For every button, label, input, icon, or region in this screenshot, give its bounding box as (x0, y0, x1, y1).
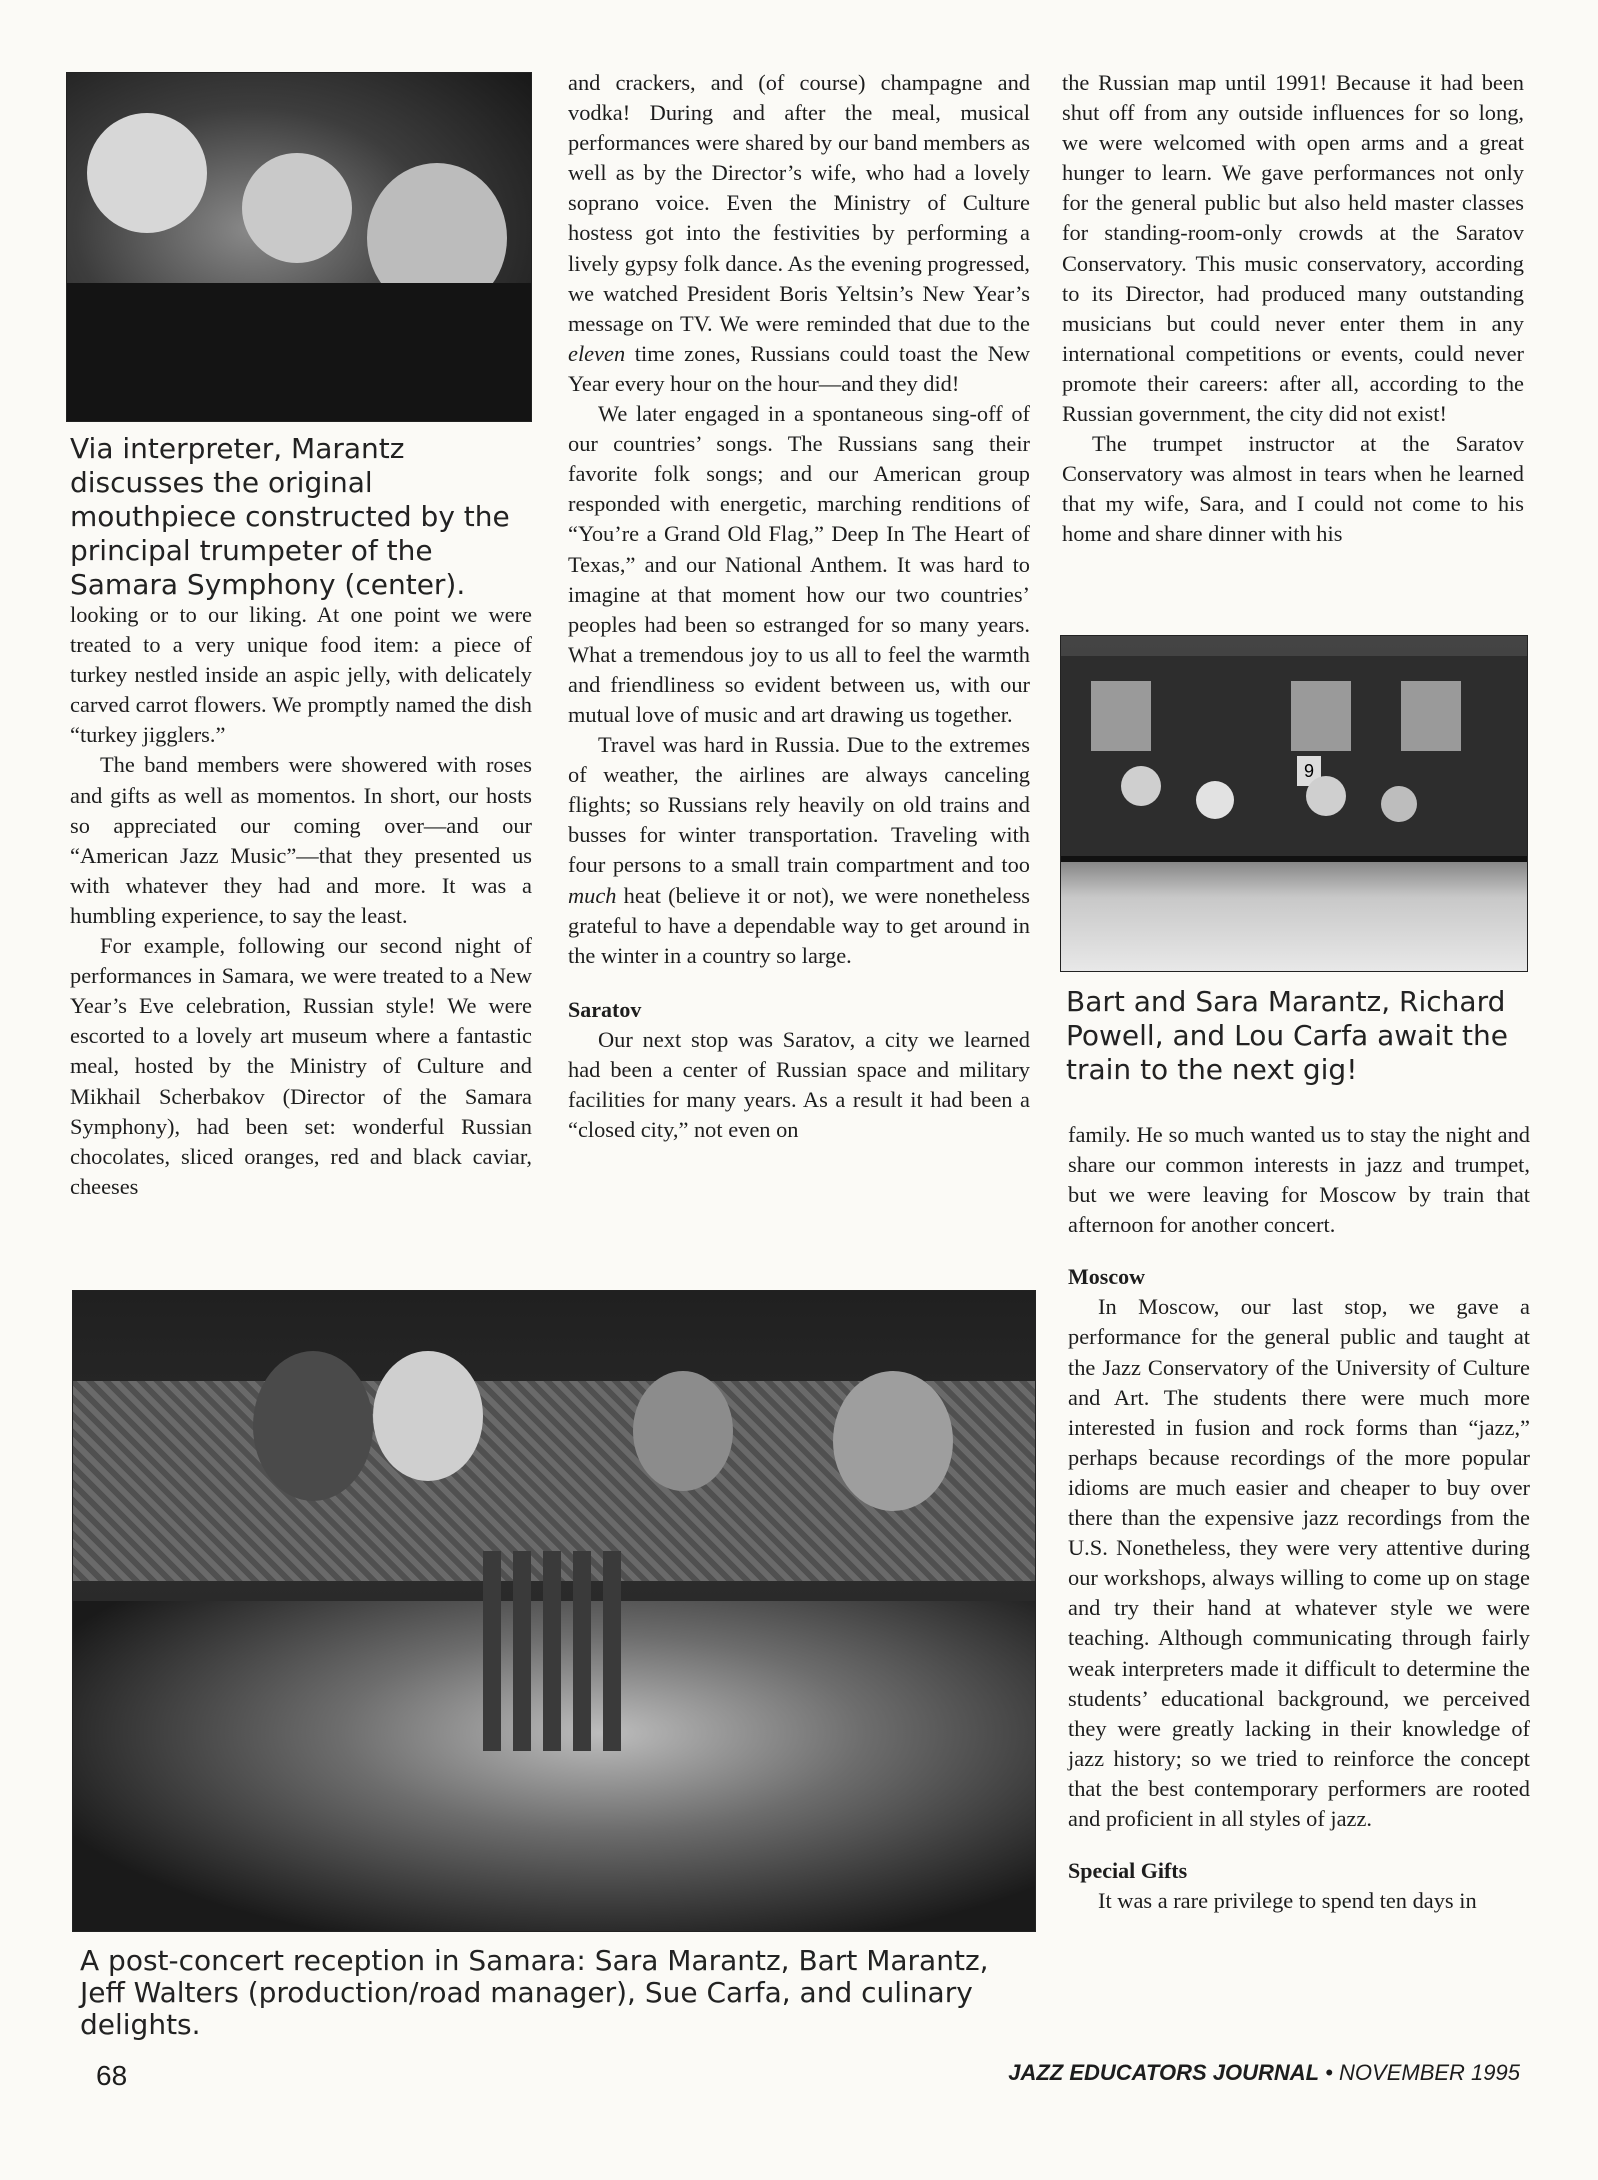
section-heading-saratov: Saratov (568, 996, 642, 1022)
train-window (1091, 681, 1151, 751)
text-run: heat (believe it or not), we were nonetheless grateful to have a dependable way to get around in the winter in a country so large. (568, 882, 1030, 968)
paragraph: We later engaged in a spontaneous sing-off of our countries’ songs. The Russians sang their favorite folk songs; and our American group responded with energetic, marching renditions of “You’re a Grand Old Flag,” Deep In The Heart of Texas,” and our National Anthem. It was hard to imagine at that moment how our two countries’ peoples had been so estranged for so many years. What a tremendous joy to us all to feel the warmth and friendliness so evident between us, with our mutual love of music and art drawing us together. (568, 401, 1030, 727)
person-richard (1306, 776, 1346, 816)
paragraph: The trumpet instructor at the Saratov Conservatory was almost in tears when he learned that my wife, Sara, and I could not come to his home and share dinner with his (1062, 431, 1524, 547)
journal-title: JAZZ EDUCATORS JOURNAL (1008, 2060, 1320, 2085)
bottles (483, 1551, 633, 1751)
train-window (1291, 681, 1351, 751)
person-sue-carfa (833, 1371, 953, 1511)
article-column-3-bottom (1068, 1120, 1530, 1916)
person-bart-marantz (373, 1351, 483, 1481)
journal-footer (1008, 2060, 1520, 2086)
caption-photo-1: Via interpreter, Marantz discusses the original mouthpiece constructed by the principal trumpeter of the Samara Symphony (center). (70, 432, 510, 601)
article-column-1 (70, 600, 532, 1202)
text-run: time zones, Russians could toast the New Year every hour on the hour—and they did! (568, 340, 1030, 396)
paragraph (568, 730, 1030, 971)
paragraph: the Russian map until 1991! Because it had been shut off from any outside influences for so long, we were welcomed with open arms and a great hunger to learn. We gave performances not only for the general public but also held master classes for standing-room-only crowds at the Saratov Conservatory. This music conservatory, according to its Director, had produced many outstanding musicians but could never enter them in any international competitions or events, could never promote their careers: after all, according to the Russian government, the city did not exist! (1062, 70, 1524, 427)
person-lou (1381, 786, 1417, 822)
train-window (1401, 681, 1461, 751)
suit-shape (67, 283, 531, 422)
paragraph: Our next stop was Saratov, a city we learned had been a center of Russian space and military facilities for many years. As a result it had been a “closed city,” not even on (568, 1026, 1030, 1143)
page-number: 68 (96, 2060, 128, 2091)
emphasis: eleven (568, 340, 626, 366)
person-jeff-walters (633, 1371, 733, 1491)
section-heading-moscow: Moscow (1068, 1264, 1145, 1290)
paragraph (568, 68, 1030, 399)
photo-mouthpiece-discussion (66, 72, 532, 422)
photo-reception (72, 1290, 1036, 1932)
text-run: and crackers, and (of course) champagne and vodka! During and after the meal, musical performances were shared by our band members as well as by the Director’s wife, who had a lovely soprano voice. Even the Ministry of Culture hostess got into the festivities by performing a lively gypsy folk dance. As the evening progressed, we watched President Boris Yeltsin’s New Year’s message on TV. We were reminded that due to the (568, 70, 1031, 336)
figure-center (242, 153, 352, 263)
article-column-2 (568, 68, 1030, 1145)
caption-photo-3: A post-concert reception in Samara: Sara Marantz, Bart Marantz, Jeff Walters (production/road manager), Sue Carfa, and culinary delights. (80, 1944, 989, 2041)
person-sara (1196, 781, 1234, 819)
text-run: Travel was hard in Russia. Due to the extremes of weather, the airlines are always canceling flights; so Russians rely heavily on old trains and busses for winter transportation. Traveling with four persons to a small train compartment and too (568, 732, 1030, 878)
photo-train-platform (1060, 635, 1528, 972)
person-bart (1121, 766, 1161, 806)
footer-separator: • (1319, 2060, 1340, 2085)
section-heading-special-gifts: Special Gifts (1068, 1858, 1188, 1884)
journal-issue: NOVEMBER 1995 (1339, 2060, 1520, 2085)
emphasis: much (568, 882, 617, 908)
person-sara-marantz (253, 1351, 373, 1501)
figure-left (87, 113, 207, 233)
article-column-3-top (1062, 68, 1524, 550)
paragraph: family. He so much wanted us to stay the night and share our common interests in jazz and trumpet, but we were leaving for Moscow by train that afternoon for another concert. (1068, 1122, 1530, 1238)
paragraph: The band members were showered with roses and gifts as well as momentos. In short, our hosts so appreciated our coming over—and our “American Jazz Music”—that they presented us with whatever they had and more. It was a humbling experience, to say the least. (70, 752, 532, 928)
paragraph: It was a rare privilege to spend ten days in (1098, 1888, 1477, 1914)
train-car-number: 9 (1297, 756, 1321, 786)
paragraph: In Moscow, our last stop, we gave a performance for the general public and taught at the Jazz Conservatory of the University of Culture and Art. The students there were much more interested in fusion and rock forms than “jazz,” perhaps because recordings of the more popular idioms are much easier and cheaper to buy over there than the expensive jazz recordings from the U.S. Nonetheless, they were very attentive during our workshops, always willing to come up on stage and try their hand at whatever style we were teaching. Although communicating through fairly weak interpreters made it difficult to determine the students’ educational background, we perceived they were greatly lacking in their knowledge of jazz history; so we tried to reinforce the concept that the best contemporary performers are rooted and proficient in all styles of jazz. (1068, 1294, 1530, 1831)
paragraph: For example, following our second night of performances in Samara, we were treated to a New Year’s Eve celebration, Russian style! We were escorted to a lovely art museum where a fantastic meal, hosted by the Ministry of Culture and Mikhail Scherbakov (Director of the Samara Symphony), had been set: wonderful Russian chocolates, sliced oranges, red and black caviar, cheeses (70, 933, 532, 1199)
caption-photo-2: Bart and Sara Marantz, Richard Powell, and Lou Carfa await the train to the next gig! (1066, 985, 1508, 1086)
paragraph: looking or to our liking. At one point we were treated to a very unique food item: a piece of turkey nestled inside an aspic jelly, with delicately carved carrot flowers. We promptly named the dish “turkey jigglers.” (70, 602, 532, 748)
